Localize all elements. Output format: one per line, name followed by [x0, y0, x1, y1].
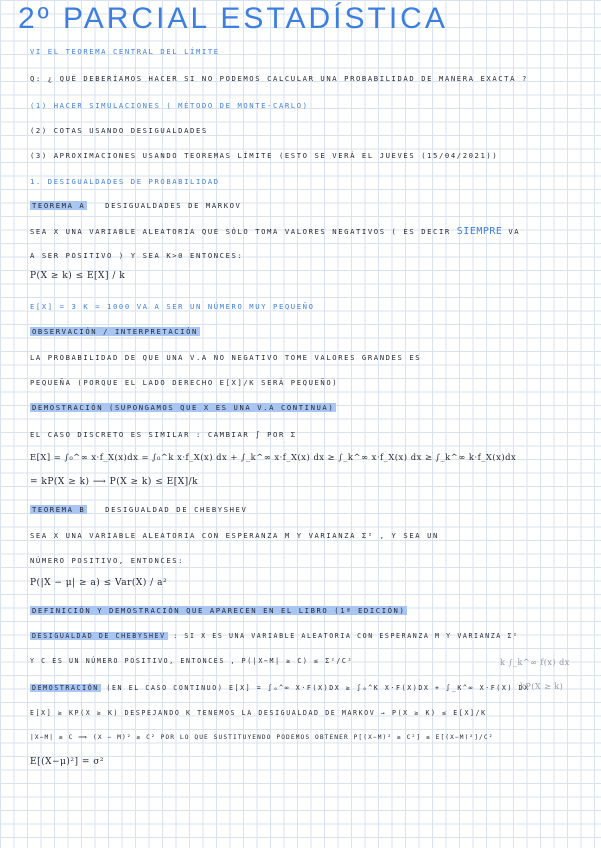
- theorem-b-label: TEOREMA B: [32, 505, 86, 514]
- markov-line-2: A SER POSITIVO ) Y SEA K>0 ENTONCES:: [30, 251, 244, 260]
- demo2-line-2: E[X] ≥ KP(X ≥ K) DESPEJANDO K TENEMOS LA DESIGUALDAD DE MARKOV → P(X ≥ K) ≤ E[X]/K: [30, 709, 487, 717]
- theorem-a-text: DESIGUALDADES DE MARKOV: [105, 201, 242, 210]
- dc-label: DESIGUALDAD DE CHEBYSHEV: [32, 632, 166, 640]
- siempre-word: SIEMPRE: [456, 226, 503, 237]
- definition-text: DEFINICIÓN Y DEMOSTRACIÓN QUE APARECEN EN EL LIBRO (1ª EDICIÓN): [32, 606, 406, 615]
- theorem-b-text: DESIGUALDAD DE CHEBYSHEV: [105, 505, 248, 514]
- dc-line-1: [30, 632, 519, 640]
- theorem-a-label: TEOREMA A: [32, 201, 86, 210]
- demo2-line-text: (EN EL CASO CONTINUO) E[X] = ∫₀^∞ X·F(X)DX ≥ ∫₀^K X·F(X)DX + ∫_K^∞ X·F(X) DX: [106, 684, 530, 692]
- list-item-2: [30, 126, 208, 135]
- demo2-label: DEMOSTRACIÓN: [32, 684, 99, 692]
- demo2-line-3: |X−Μ| ≥ C ⟹ (X − Μ)² ≥ C² POR LO QUE SUSTITUYENDO PODEMOS OBTENER P[(X−Μ)² ≥ C²] ≤ E[(X−Μ)²]/C²: [30, 734, 494, 741]
- demo-line-1: EL CASO DISCRETO ES SIMILAR : CAMBIAR ∫ POR Σ: [30, 430, 297, 439]
- demo-formula-2: = kP(X ≥ k) ⟶ P(X ≥ k) ≤ E[X]/k: [30, 477, 199, 487]
- demo2-line-4: E[(X−μ)²] = σ²: [30, 757, 105, 767]
- observation-label: OBSERVACIÓN / INTERPRETACIÓN: [32, 327, 198, 336]
- section-heading-vi: VI EL TEOREMA CENTRAL DEL LÍMITE: [30, 47, 220, 56]
- list-item-3: [30, 151, 498, 160]
- section-heading-1: 1. DESIGUALDADES DE PROBABILIDAD: [30, 177, 220, 186]
- demonstration-heading: [30, 403, 336, 412]
- observation-heading: [30, 327, 200, 336]
- observation-line-1: LA PROBABILIDAD DE QUE UNA V.A NO NEGATIVO TOME VALORES GRANDES ES: [30, 353, 422, 362]
- example-note: E[X] = 3 K = 1000 VA A SER UN NÚMERO MUY PEQUEÑO: [30, 302, 315, 311]
- markov-line-1-end: VA: [508, 227, 521, 236]
- markov-line-1: [30, 226, 520, 237]
- list-item-3-text: (3) APROXIMACIONES USANDO TEOREMAS LÍMITE (ESTO SE VERÁ EL JUEVES (15/04/2021)): [30, 151, 499, 160]
- dc-line-2: Y C ES UN NÚMERO POSITIVO, ENTONCES , P(|X−Μ| ≥ C) ≤ Σ²/C²: [30, 657, 354, 665]
- markov-line-1-text: SEA X UNA VARIABLE ALEATORIA QUE SÓLO TOMA VALORES NEGATIVOS ( ES DECIR: [30, 227, 451, 236]
- list-item-1-text: (1) HACER SIMULACIONES ( MÉTODO DE MONTE-CARLO): [30, 101, 309, 110]
- observation-line-2: PEQUEÑA (PORQUE EL LADO DERECHO E[X]/K SERÁ PEQUEÑO): [30, 378, 339, 387]
- theorem-a: [30, 201, 241, 210]
- demonstration-label: DEMOSTRACIÓN (SUPONGAMOS QUE X ES UNA V.A CONTINUA): [32, 403, 335, 412]
- demo2-end: kP(X ≥ k): [520, 682, 564, 691]
- definition-line: [30, 606, 407, 615]
- demo-formula-1: E[X] = ∫₀^∞ x·f_X(x)dx = ∫₀^k x·f_X(x) dx + ∫_k^∞ x·f_X(x) dx ≥ ∫_k^∞ x·f_X(x) dx ≥ ∫_k^∞ k·f_X(x)dx: [30, 452, 517, 462]
- question-line: Q: ¿ QUÉ DEBERÍAMOS HACER SI NO PODEMOS CALCULAR UNA PROBABILIDAD DE MANERA EXACTA ?: [30, 74, 528, 83]
- chebyshev-line-1: SEA X UNA VARIABLE ALEATORIA CON ESPERANZA Μ Y VARIANZA Σ² , Y SEA UN: [30, 531, 439, 540]
- page-title: 2º PARCIAL ESTADÍSTICA: [18, 2, 448, 35]
- chebyshev-line-2: NÚMERO POSITIVO, ENTONCES:: [30, 556, 185, 565]
- list-item-2-text: (2) COTAS USANDO DESIGUALDADES: [30, 126, 208, 135]
- markov-formula: P(X ≥ k) ≤ E[X] / k: [30, 271, 126, 281]
- theorem-b: [30, 505, 247, 514]
- side-note: k ∫_k^∞ f(x) dx: [500, 658, 570, 667]
- list-item-1: [30, 101, 309, 110]
- chebyshev-formula: P(|X − μ| ≥ a) ≤ Var(X) / a²: [30, 578, 168, 588]
- demo2-line: [30, 684, 530, 692]
- dc-line-1-text: : SI X ES UNA VARIABLE ALEATORIA CON ESPERANZA Μ Y VARIANZA Σ²: [173, 632, 519, 640]
